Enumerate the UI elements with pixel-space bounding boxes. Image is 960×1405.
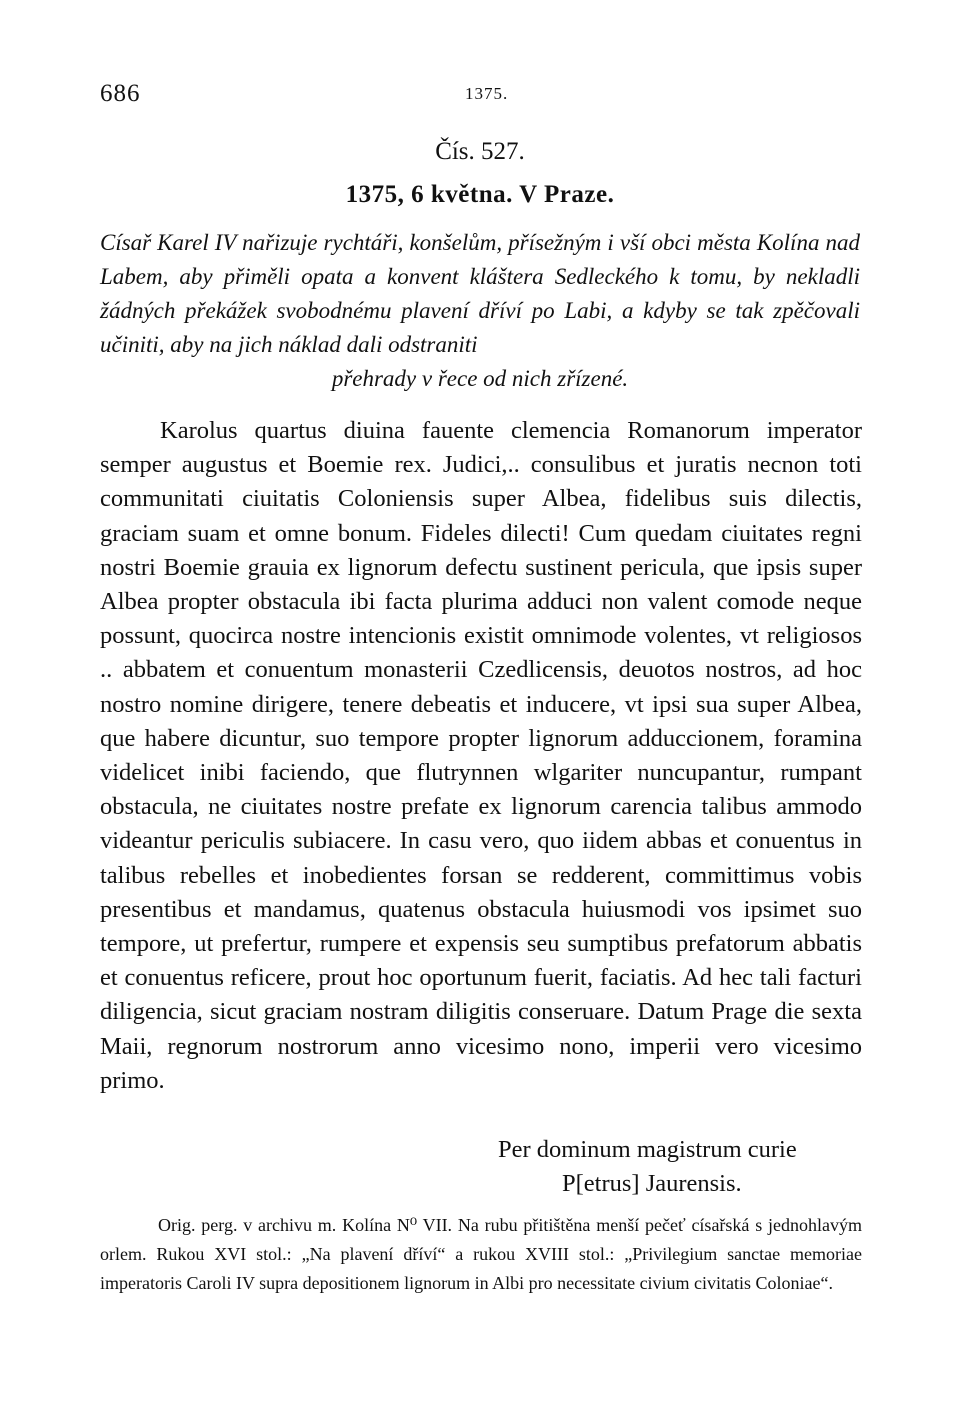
charter-text: [100, 414, 862, 1098]
signature-block: [100, 1133, 860, 1201]
regest-last-line: přehrady v řece od nich zřízené.: [331, 366, 629, 391]
page-number: 686: [100, 80, 141, 107]
running-year: 1375.: [465, 84, 509, 103]
running-header: [100, 80, 860, 110]
regest-main-text: Císař Karel IV nařizuje rychtáři, konšelům, přísežným i vší obci města Kolína nad Labem, aby přiměli opata a konvent kláštera Sedleckého k tomu, by nekladli žádných překážek svobodnému plavení dříví po Labi, a kdyby se tak zpěčovali učiniti, aby na jich náklad dali odstraniti: [100, 230, 860, 357]
signature-line-1: Per dominum magistrum curie: [498, 1136, 797, 1163]
archival-note-text: Orig. perg. v archivu m. Kolína N⁰ VII. Na rubu přitištěna menší pečeť císařská s jednohlavým orlem. Rukou XVI stol.: „Na plavení dříví“ a rukou XVIII stol.: „Privilegium sanctae memoriae imperatoris Caroli IV supra depositionem lignorum in Albi pro necessitate civium civitatis Coloniae“.: [100, 1215, 862, 1293]
document-date-place: 1375, 6 května. V Praze.: [345, 181, 615, 208]
signature-line-2: P[etrus] Jaurensis.: [562, 1170, 742, 1197]
regest-summary: [100, 226, 860, 396]
document-number: Čís. 527.: [435, 138, 525, 165]
charter-paragraph: Karolus quartus diuina fauente clemencia Romanorum imperator semper augustus et Boemie rex. Judici,.. consulibus et juratis necnon toti communitati ciuitatis Coloniensis super Albea, fidelibus suis dilectis, graciam suam et omne bonum. Fideles dilecti! Cum quedam ciuitates regni nostri Boemie grauia ex lignorum defectu sustinent pericula, que ipsis super Albea propter obstacula ibi facta plurima adduci non valent comode neque possunt, quocirca nostre intencionis existit omnimode volentes, vt religiosos .. abbatem et conuentum monasterii Czedlicensis, deuotos nostros, ad hoc nostro nomine dirigere, tenere debeatis et inducere, vt ipsi sua super Albea, que habere dicuntur, suo tempore propter lignorum adduccionem, foramina videlicet inibi faciendo, que flutrynnen wlgariter nuncupantur, rumpant obstacula, ne ciuitates nostre prefate ex lignorum carencia talibus ammodo videantur periculis subiacere. In casu vero, quo iidem abbas et conuentus in talibus rebelles et inobedientes forsan se redderent, committimus vobis presentibus et mandamus, quatenus obstacula huiusmodi vos ipsimet suo tempore, ut prefertur, rumpere et expensis seu sumptibus prefatorum abbatis et conuentus reficere, prout hoc oportunum fuerit, faciatis. Ad hec tali facturi diligencia, sicut graciam nostram diligitis conseruare. Datum Prage die sexta Maii, regnorum nostrorum anno vicesimo nono, imperii vero vicesimo primo.: [100, 417, 862, 1094]
archival-note: [100, 1211, 862, 1298]
